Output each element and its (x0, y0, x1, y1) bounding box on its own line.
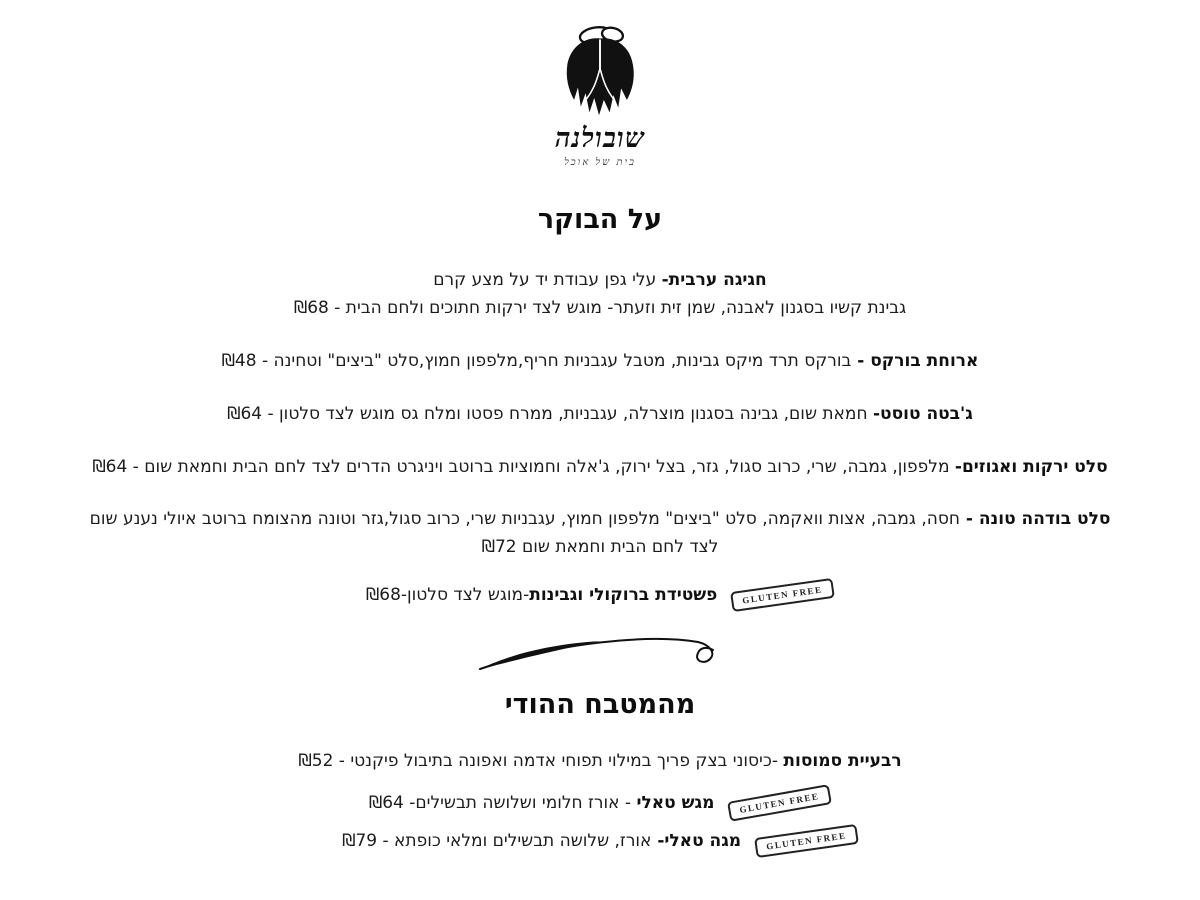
menu-item-broccoli-quiche (0, 581, 1200, 609)
menu-item-arabic-celebration (0, 266, 1200, 322)
menu-item-ciabatta-toast (0, 400, 1200, 428)
dish-description-line2: לצד לחם הבית וחמאת שום ₪72 (481, 537, 719, 557)
menu-item-tuna-buddha-salad (0, 505, 1200, 561)
dish-description: חסה, גמבה, אצות וואקמה, סלט "ביצים" מלפפון חמוץ, עגבניות שרי, כרוב סגול,גזר וטונה מהצומח ברוטב איולי נענע שום (89, 509, 960, 529)
hair-bun-logo-icon (552, 26, 648, 122)
dish-name: פשטידת ברוקולי וגבינות (529, 585, 718, 605)
menu-content (0, 204, 1200, 855)
dish-description-line2: גבינת קשיו בסגנון לאבנה, שמן זית וזעתר- מוגש לצד ירקות חתוכים ולחם הבית - ₪68 (293, 298, 907, 318)
dish-name: ארוחת בורקס - (851, 351, 979, 371)
dish-name: סלט ירקות ואגוזים- (954, 457, 1108, 477)
dish-description: בורקס תרד מיקס גבינות, מטבל עגבניות חריף,מלפפון חמוץ,סלט "ביצים" וטחינה - ₪48 (221, 351, 852, 371)
dish-description: עלי גפן עבודת יד על מצע קרם (433, 270, 662, 290)
dish-name: ג'בטה טוסט- (872, 404, 973, 424)
gluten-free-stamp: GLUTEN FREE (730, 578, 835, 612)
dish-name: מגש טאלי (636, 793, 715, 813)
menu-item-mega-thali (0, 827, 1200, 855)
dish-name: סלט בודהה טונה - (959, 509, 1111, 529)
dish-description: -כיסוני בצק פריך במילוי תפוחי אדמה ואפונה בתיבול פיקנטי - ₪52 (298, 751, 784, 771)
dish-name: רבעיית סמוסות (783, 751, 902, 771)
brand-name: שובולנה (555, 123, 645, 154)
dish-description: חמאת שום, גבינה בסגנון מוצרלה, עגבניות, ממרח פסטו ומלח גס מוגש לצד סלטון - ₪64 (227, 404, 873, 424)
dish-description: - אורז חלומי ושלושה תבשילים- ₪64 (368, 793, 637, 813)
dish-description: -מוגש לצד סלטון-₪68 (365, 585, 530, 605)
menu-item-samosa-quartet (0, 747, 1200, 775)
menu-item-thali-tray (0, 789, 1200, 817)
section-title-indian: מהמטבח ההודי (504, 689, 696, 720)
dish-name: מגה טאלי- (651, 831, 742, 851)
restaurant-logo (0, 0, 1200, 170)
menu-item-bourekas-meal (0, 347, 1200, 375)
section-divider (0, 629, 1200, 677)
calligraphic-flourish-icon (470, 629, 730, 677)
gluten-free-stamp: GLUTEN FREE (727, 784, 832, 822)
dish-description: מלפפון, גמבה, שרי, כרוב סגול, גזר, בצל ירוק, ג'אלה וחמוציות ברוטב ויניגרט הדרים לצד לחם הבית וחמאת שום - ₪64 (92, 457, 955, 477)
dish-description: אורז, שלושה תבשילים ומלאי כופתא - ₪79 (342, 831, 652, 851)
dish-name: חגיגה ערבית- (661, 270, 767, 290)
section-title-breakfast: על הבוקר (537, 204, 663, 235)
gluten-free-stamp: GLUTEN FREE (754, 824, 859, 858)
menu-item-nut-vegetable-salad (0, 453, 1200, 481)
brand-tagline: בית של אוכל (564, 157, 636, 168)
